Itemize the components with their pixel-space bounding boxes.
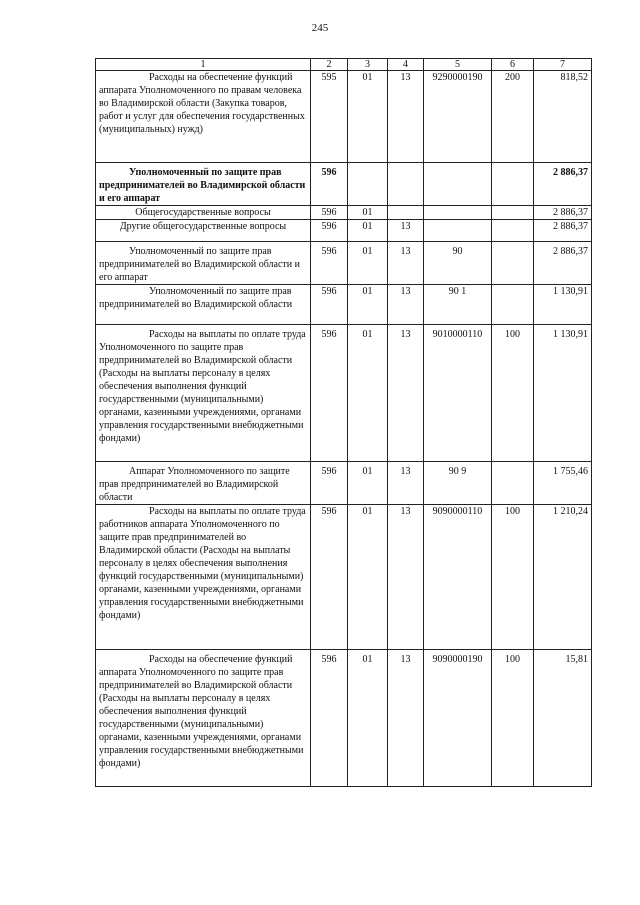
row-code: 596 — [311, 242, 348, 285]
row-expense-type: 100 — [492, 325, 534, 462]
row-subsection: 13 — [388, 220, 424, 242]
table-row — [96, 242, 592, 285]
header-cell: 2 — [311, 59, 348, 71]
row-section — [348, 163, 388, 206]
row-subsection: 13 — [388, 505, 424, 650]
row-target: 9090000190 — [424, 650, 492, 787]
row-amount: 1 755,46 — [534, 462, 592, 505]
row-name: Расходы на выплаты по оплате труда работников аппарата Уполномоченного по защите прав предпринимателей во Владимирской области (Расходы на выплаты персоналу в целях обеспечения выполнения функций государственными (муниципальными) органами, казенными учреждениями, органами управления государственными внебюджетными фондами) — [96, 505, 311, 650]
row-subsection — [388, 163, 424, 206]
row-name: Уполномоченный по защите прав предпринимателей во Владимирской области и его аппарат — [96, 242, 311, 285]
row-expense-type — [492, 285, 534, 325]
page-number: 245 — [311, 22, 329, 34]
row-target — [424, 163, 492, 206]
row-subsection — [388, 206, 424, 220]
row-section: 01 — [348, 220, 388, 242]
row-code: 596 — [311, 285, 348, 325]
row-expense-type — [492, 462, 534, 505]
table-row — [96, 505, 592, 650]
row-target — [424, 206, 492, 220]
row-amount: 2 886,37 — [534, 242, 592, 285]
row-section: 01 — [348, 285, 388, 325]
table-row — [96, 462, 592, 505]
row-code: 596 — [311, 325, 348, 462]
row-section: 01 — [348, 325, 388, 462]
row-amount: 15,81 — [534, 650, 592, 787]
row-section: 01 — [348, 71, 388, 163]
row-section: 01 — [348, 242, 388, 285]
header-row — [96, 59, 592, 71]
row-code: 596 — [311, 650, 348, 787]
table-row — [96, 206, 592, 220]
row-expense-type: 100 — [492, 505, 534, 650]
row-code: 596 — [311, 505, 348, 650]
table-row — [96, 650, 592, 787]
table-row — [96, 325, 592, 462]
row-amount: 2 886,37 — [534, 206, 592, 220]
row-name: Уполномоченный по защите прав предпринимателей во Владимирской области — [96, 285, 311, 325]
row-name: Аппарат Уполномоченного по защите прав предпринимателей во Владимирской области — [96, 462, 311, 505]
header-cell: 1 — [96, 59, 311, 71]
row-expense-type — [492, 206, 534, 220]
row-amount: 818,52 — [534, 71, 592, 163]
row-target: 90 1 — [424, 285, 492, 325]
table-row — [96, 71, 592, 163]
row-code: 596 — [311, 163, 348, 206]
row-name: Расходы на обеспечение функций аппарата Уполномоченного по защите прав предпринимателей во Владимирской области (Расходы на выплаты персоналу в целях обеспечения выполнения функций государственными (муниципальными) органами, казенными учреждениями, органами управления государственными внебюджетными фондами) — [96, 650, 311, 787]
row-code: 596 — [311, 206, 348, 220]
header-cell: 5 — [424, 59, 492, 71]
header-cell: 4 — [388, 59, 424, 71]
row-expense-type — [492, 163, 534, 206]
row-section: 01 — [348, 650, 388, 787]
row-name: Общегосударственные вопросы — [96, 206, 311, 220]
row-subsection: 13 — [388, 650, 424, 787]
row-subsection: 13 — [388, 242, 424, 285]
row-target: 90 9 — [424, 462, 492, 505]
row-subsection: 13 — [388, 462, 424, 505]
row-amount: 2 886,37 — [534, 163, 592, 206]
row-code: 596 — [311, 462, 348, 505]
header-cell: 3 — [348, 59, 388, 71]
row-expense-type: 100 — [492, 650, 534, 787]
row-name: Уполномоченный по защите прав предпринимателей во Владимирской области и его аппарат — [96, 163, 311, 206]
budget-table — [95, 58, 592, 787]
row-target: 9290000190 — [424, 71, 492, 163]
row-code: 596 — [311, 220, 348, 242]
row-amount: 1 210,24 — [534, 505, 592, 650]
row-subsection: 13 — [388, 285, 424, 325]
row-section: 01 — [348, 462, 388, 505]
row-amount: 2 886,37 — [534, 220, 592, 242]
row-subsection: 13 — [388, 325, 424, 462]
row-target: 9010000110 — [424, 325, 492, 462]
row-amount: 1 130,91 — [534, 285, 592, 325]
row-name: Другие общегосударственные вопросы — [96, 220, 311, 242]
row-section: 01 — [348, 505, 388, 650]
row-name: Расходы на обеспечение функций аппарата Уполномоченного по правам человека во Владимирской области (Закупка товаров, работ и услуг для обеспечения государственных (муниципальных) нужд) — [96, 71, 311, 163]
row-amount: 1 130,91 — [534, 325, 592, 462]
row-expense-type — [492, 220, 534, 242]
row-section: 01 — [348, 206, 388, 220]
row-name: Расходы на выплаты по оплате труда Уполномоченного по защите прав предпринимателей во Владимирской области (Расходы на выплаты персоналу в целях обеспечения выполнения функций государственными (муниципальными) органами, казенными учреждениями, органами управления государственными внебюджетными фондами) — [96, 325, 311, 462]
row-expense-type: 200 — [492, 71, 534, 163]
row-target: 9090000110 — [424, 505, 492, 650]
row-target: 90 — [424, 242, 492, 285]
header-cell: 7 — [534, 59, 592, 71]
table-row — [96, 163, 592, 206]
table-row — [96, 220, 592, 242]
table-row — [96, 285, 592, 325]
row-code: 595 — [311, 71, 348, 163]
row-expense-type — [492, 242, 534, 285]
header-cell: 6 — [492, 59, 534, 71]
row-target — [424, 220, 492, 242]
row-subsection: 13 — [388, 71, 424, 163]
